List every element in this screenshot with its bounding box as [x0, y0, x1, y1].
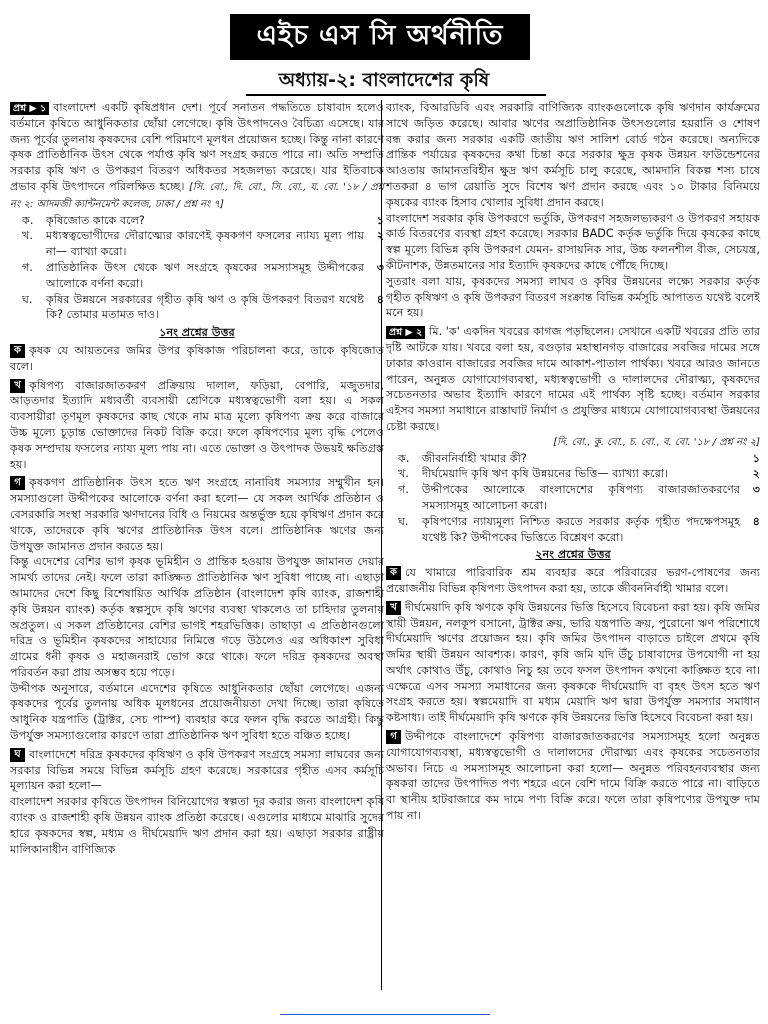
chapter-title: অধ্যায়-২: বাংলাদেশের কৃষি	[278, 69, 490, 91]
question-1-part-ga: গ. প্রাতিষ্ঠানিক উৎস থেকে ঋণ সংগ্রহে কৃষকের সমস্যাসমূহ উদ্দীপকের আলোকে বর্ণনা করো। ৩	[22, 260, 384, 290]
answer-1-kha: খ কৃষিপণ্য বাজারজাতকরণ প্রক্রিয়ায় দালাল, ফড়িয়া, বেপারি, মজুতদার, আড়তদার ইত্যাদি মধ্যবর্তী ব্যবসায়ী শ্রেণিকে মধ্যস্বত্বভোগী বলা হয়। এ সকল ব্যবসায়ীরা তৃণমূল কৃষকদের কাছ থেকে নাম মাত্র মূল্যে কৃষিপণ্য ক্রয় করে বাজারে উচ্চ মূল্যে চূড়ান্ত ভোক্তাদের নিকট বিক্রি করে। ফলে কৃষিপণ্যের মূল্য বৃদ্ধি পেলেও কৃষক সম্প্রদায় ফসলের ন্যায্য মূল্য পায় না। এতে ভোক্তা ও উৎপাদক উভয়ই ক্ষতিগ্রস্ত হয়।	[10, 378, 384, 471]
answer-ka-tag: ক	[386, 566, 401, 580]
question-2-part-ga: গ. উদ্দীপকের আলোকে বাংলাদেশের কৃষিপণ্য বাজারজাতকরণের সমস্যাসমূহ আলোচনা করো। ৩	[398, 483, 760, 512]
answer-1-ga-para-3: উদ্দীপক অনুসারে, বর্তমানে এদেশের কৃষিতে আধুনিকতার ছোঁয়া লেগেছে। এজন্য কৃষকদের পূর্বের তুলনায় অধিক মূলধনের প্রয়োজনীয়তা দেখা দিচ্ছে। তারা কৃষিতে আধুনিক যন্ত্রপাতি (ট্রাক্টর, সেচ পাম্প) ব্যবহার করে ফলন বৃদ্ধি করতে আগ্রহী। কিন্তু উপর্যুক্ত সমস্যাগুলোর কারণে তারা প্রাতিষ্ঠানিক ঋণ সুবিধা হতে বঞ্চিত হচ্ছে।	[10, 681, 384, 743]
footer-rule	[280, 1014, 490, 1015]
answer-1-gha-para-2: বাংলাদেশ সরকার কৃষিতে উৎপাদন বিনিয়োগের স্বল্পতা দূর করার জন্য বাংলাদেশ কৃষি ব্যাংক ও রাজশাহী কৃষি উন্নয়ন ব্যাংক প্রতিষ্ঠা করেছে। এগুলোর মাধ্যমে মাঝারি সুদের হারে কৃষকদের স্বল্প, মধ্যম ও দীর্ঘমেয়াদি ঋণ প্রদান করা হয়। এছাড়া সরকার রাষ্ট্রীয় মালিকানাধীন বাণিজ্যিক	[10, 795, 384, 856]
question-2-stem: প্রশ্ন ▶ ২ মি. 'ক' একদিন খবরের কাগজ পড়ছিলেন। সেখানে একটি খবরের প্রতি তার দৃষ্টি আটকে যায়। খবরে বলা হয়, বগুড়ার মহাস্থানগড় বাজারের সবজির দামের সঙ্গে ঢাকার কাওরান বাজারের সবজির দামে আকাশ-পাতাল পার্থক্য। খবরে আরও জানতে পারেন, অনুন্নত যোগাযোগব্যবস্থা, মধ্যস্বত্বভোগী ও দালালদের দৌরাত্ম্য, কৃষকদের সচেতনতার অভাব ইত্যাদি কারণে দামের এই পার্থক্য সৃষ্টি হচ্ছে। বর্তমান সরকার এইসব সমস্যা সমাধানে রাস্তাঘাট নির্মাণ ও প্রযুক্তির মাধ্যমে যোগাযোগব্যবস্থা উন্নয়নের চেষ্টা করছে।	[386, 325, 760, 433]
question-1-stem: প্রশ্ন ▶ ১ বাংলাদেশ একটি কৃষিপ্রধান দেশ। পূর্বে সনাতন পদ্ধতিতে চাষাবাদ হলেও বর্তমানে কৃষিতে আধুনিকতার ছোঁয়া লেগেছে। কৃষি উৎপাদনেও বৈচিত্র্য এসেছে। যার জন্য পূর্বের তুলনায় কৃষকদের বেশি পরিমাণে মূলধন প্রয়োজন হচ্ছে। কিন্তু নানা কারণে কৃষক প্রাতিষ্ঠানিক উৎস থেকে পর্যাপ্ত কৃষি ঋণ সংগ্রহ করতে পারে না। অতি সম্প্রতি সরকার কৃষি ঋণ ও উপকরণ বিতরণ অধিকতর সহজলভ্য করেছে। যার ইতিবাচক প্রভাব কৃষি উৎপাদনে পরিলক্ষিত হচ্ছে। [সি. বো., দি. বো., সি. বো., য. বো. '১৮ / প্রশ্ন নং ২: আদমজী ক্যান্টনমেন্ট কলেজ, ঢাকা / প্রশ্ন নং ৭]	[10, 101, 384, 210]
question-1-tag: প্রশ্ন ▶ ১	[10, 102, 49, 115]
answer-1-gha: ঘ বাংলাদেশে দরিদ্র কৃষকদের কৃষিঋণ ও কৃষি উপকরণ সংগ্রহে সমস্যা লাঘবের জন্য সরকার বিভিন্ন সময়ে বিভিন্ন কর্মসূচি গ্রহণ করেছে। সরকারের গৃহীত এসব কর্মসূচি মূল্যায়ন করা হলো—	[10, 747, 384, 793]
answer-1-ga-para-2: কিন্তু এদেশের বেশির ভাগ কৃষক ভূমিহীন ও প্রান্তিক হওয়ায় উপযুক্ত জামানত দেয়ার সামর্থ্য তাদের নেই। ফলে তারা কাঙ্ক্ষিত প্রাতিষ্ঠানিক ঋণ সুবিধা পাচ্ছে না। এছাড়া আমাদের দেশে কিছু বিশেষায়িত আর্থিক প্রতিষ্ঠান (বাংলাদেশ কৃষি ব্যাংক, রাজশাহী কৃষি উন্নয়ন ব্যাংক) কর্তৃক স্বল্পসুদে কৃষি ঋণের ব্যবস্থা থাকলেও তা চাহিদার তুলনায় অপ্রতুল। এ সকল প্রতিষ্ঠানের বেশির ভাগই শহরভিত্তিক। তাছাড়া এ প্রতিষ্ঠানগুলো দরিদ্র ও ভূমিহীন কৃষকদের সাহায্যের নিমিত্তে গড়ে উঠলেও এর অধিকাংশ সুবিধা গ্রামের ধনী কৃষক ও মহাজনরাই ভোগ করে থাকে। ফলে দরিদ্র কৃষকদের অবস্থা পরিবর্তন করা প্রায় অসম্ভব হয়ে পড়ে।	[10, 555, 384, 679]
answer-ga-tag: গ	[386, 730, 401, 744]
left-column	[10, 100, 384, 857]
question-2-part-kha: খ. দীর্ঘমেয়াদি কৃষি ঋণ কৃষি উন্নয়নের ভিত্তি— ব্যাখ্যা করো। ২	[398, 467, 760, 481]
chapter-underline	[246, 94, 546, 96]
answer-2-ka: ক যে খামারে পারিবারিক শ্রম ব্যবহার করে পরিবারের ভরণ-পোষণের জন্য প্রয়োজনীয় বিভিন্ন কৃষিপণ্য উৎপাদন করা হয়, তাকে জীবননির্বাহী খামার বলে।	[386, 566, 760, 595]
answer-kha-tag: খ	[386, 601, 401, 615]
question-2-part-ka: ক. জীবননির্বাহী খামার কী? ১	[398, 451, 760, 465]
answer-1-ka: ক কৃষক যে আয়তনের জমির উপর কৃষিকাজ পরিচালনা করে, তাকে কৃষিজোত বলে।	[10, 343, 384, 373]
question-1-part-ka: ক. কৃষিজোত কাকে বলে? ১	[22, 213, 384, 227]
right-column	[386, 100, 760, 824]
question-2-part-gha: ঘ. কৃষিপণ্যের ন্যায্যমূল্য নিশ্চিত করতে সরকার কর্তৃক গৃহীত পদক্ষেপসমূহ যথেষ্ট কি? উদ্দীপকের ভিত্তিতে বিশ্লেষণ করো। ৪	[398, 514, 760, 544]
page-title: এইচ এস সি অর্থনীতি	[230, 14, 530, 60]
answer-gha-tag: ঘ	[10, 748, 25, 762]
answer-2-kha: খ দীর্ঘমেয়াদি কৃষি ঋণকে কৃষি উন্নয়নের ভিত্তি হিসেবে বিবেচনা করা হয়। কৃষি জমির স্থায়ী উন্নয়ন, নলকূপ বসানো, ট্রাক্টর ক্রয়, ভারি যন্ত্রপাতি ক্রয়, পুরোনো ঋণ পরিশোধে দীর্ঘমেয়াদি ঋণের প্রয়োজন হয়। কৃষি জমির উৎপাদন বাড়াতে চাইলে প্রথমে কৃষি জমির স্থায়ী উন্নয়ন আবশ্যক। কারণ, কৃষি জমি যদি উঁচু চাষাবাদের উপযোগী না হয় অর্থাৎ কোথাও উঁচু, কোথাও নিচু হয় তবে ফসল উৎপাদন কখনো কাঙ্ক্ষিত হবে না। এক্ষেত্রে এসব সমস্যা সমাধানের জন্য কৃষককে দীর্ঘমেয়াদি বা বৃহৎ উৎস হতে ঋণ সংগ্রহ করতে হয়। স্বল্পমেয়াদি বা মধ্যম মেয়াদি ঋণ দ্বারা উপর্যুক্ত সমস্যার সমাধান কষ্টসাধ্য। তাই দীর্ঘমেয়াদি কৃষি ঋণকে কৃষি উন্নয়নের ভিত্তি হিসেবে বিবেচনা করা হয়।	[386, 600, 760, 725]
answer-ka-tag: ক	[10, 344, 25, 358]
question-2-tag: প্রশ্ন ▶ ২	[386, 326, 425, 339]
answer-2-ga: গ উদ্দীপকে বাংলাদেশে কৃষিপণ্য বাজারজাতকরণের সমস্যাসমূহ হলো অনুন্নত যোগাযোগব্যবস্থা, মধ্যস্বত্বভোগী ও দালালদের দৌরাত্ম্য এবং কৃষকের সচেতনতার অভাব। নিচে এ সমস্যাসমূহ আলোচনা করা হলো— অনুন্নত পরিবহনব্যবস্থার জন্য কৃষকরা তাদের উৎপাদিত পণ্য শহরে এনে বেশি দামে বিক্রি করতে পারে না। বাড়িতে বা স্থানীয় হাটবাজারে কম দামে পণ্য বিক্রি করে। ফলে তারা কৃষিপণ্যের উপযুক্ত দাম পায় না।	[386, 730, 760, 823]
question-1-part-gha: ঘ. কৃষির উন্নয়নে সরকারের গৃহীত কৃষি ঋণ ও কৃষি উপকরণ বিতরণ যথেষ্ট কি? তোমার মতামত দাও। ৪	[22, 292, 384, 322]
answer-1-ga: গ কৃষকগণ প্রাতিষ্ঠানিক উৎস হতে ঋণ সংগ্রহে নানাবিধ সমস্যার সম্মুখীন হন। সমস্যাগুলো উদ্দীপকের আলোকে বর্ণনা করা হলো— যে সকল আর্থিক প্রতিষ্ঠান ও বেসরকারি সংস্থা সরকারি ঋণদানের বিধি ও নিয়মের অন্তর্ভুক্ত হয়ে কৃষিঋণ প্রদান করে থাকে, তাদেরকে কৃষি ঋণের প্রাতিষ্ঠানিক উৎস বলে। প্রাতিষ্ঠানিক ঋণের জন্য উপযুক্ত জামানত প্রদান করতে হয়।	[10, 476, 384, 553]
answer-2-heading: ২নং প্রশ্নের উত্তর	[535, 548, 611, 562]
answer-1-gha-conclusion: সুতরাং বলা যায়, কৃষকদের সমস্যা লাঘব ও কৃষির উন্নয়নের লক্ষ্যে সরকার কর্তৃক গৃহীত কৃষিঋণ ও কৃষি উপকরণ বিতরণ সংক্রান্ত বিভিন্ন কর্মসূচি আপাতত যথেষ্ট বলেই মনে হয়।	[386, 274, 760, 320]
answer-ga-tag: গ	[10, 476, 25, 490]
question-1-citation: [সি. বো., দি. বো., সি. বো., য. বো. '১৮ / প্রশ্ন নং ২: আদমজী ক্যান্টনমেন্ট কলেজ, ঢাকা / প্রশ্ন নং ৭]	[10, 181, 384, 210]
question-1-part-kha: খ. মধ্যস্বত্বভোগীদের দৌরাত্ম্যের কারণেই কৃষকগণ ফসলের ন্যায্য মূল্য পায় না— ব্যাখ্যা করো। ২	[22, 229, 384, 259]
answer-1-gha-continued: ব্যাংক, বিআরডিবি এবং সরকারি বাণিজ্যিক ব্যাংকগুলোকে কৃষি ঋণদান কার্যক্রমের সাথে জড়িত করেছে। আবার ঋণের অপ্রাতিষ্ঠানিক উৎসগুলোর হয়রানি ও শোষণ বন্ধ করার জন্য সরকার একটি জাতীয় ঋণ সালিশ বোর্ড গঠন করেছে। অন্যদিকে প্রান্তিক পর্যায়ের কৃষকদের কথা চিন্তা করে সরকার ক্ষুদ্র কৃষক উন্নয়ন ফাউন্ডেশনের আওতায় জামানতবিহীন ক্ষুদ্র ঋণ কর্মসূচি চালু করেছে, আমদানি বিকল্প শস্য চাষে শতকরা ৪ ভাগ রেয়াতি সুদে বিশেষ ঋণ প্রদান করছে এবং ১০ টাকার বিনিময়ে কৃষকের ব্যাংক হিসাব খোলার সুবিধা প্রদান করছে।	[386, 101, 760, 209]
answer-kha-tag: খ	[10, 379, 25, 393]
answer-1-heading: ১নং প্রশ্নের উত্তর	[159, 326, 235, 340]
question-2-citation: [দি. বো., কু. বো., চ. বো., ব. বো. '১৮ / প্রশ্ন নং ২]	[553, 436, 760, 448]
answer-1-gha-para-4: বাংলাদেশ সরকার কৃষি উপকরণে ভর্তুকি, উপকরণ সহজলভ্যকরণ ও উপকরণ সহায়ক কার্ড বিতরণের ব্যবস্থা গ্রহণ করেছে। সরকার BADC কর্তৃক ভর্তুকি দিয়ে কৃষকের কাছে স্বল্প মূল্যে বিভিন্ন কৃষি উপকরণ যেমন- রাসায়নিক সার, উচ্চ ফলনশীল বীজ, সেচযন্ত্র, কীটনাশক, উন্নতমানের সার ইত্যাদি কৃষকদের কাছে পৌঁছে দিচ্ছে।	[386, 211, 760, 272]
